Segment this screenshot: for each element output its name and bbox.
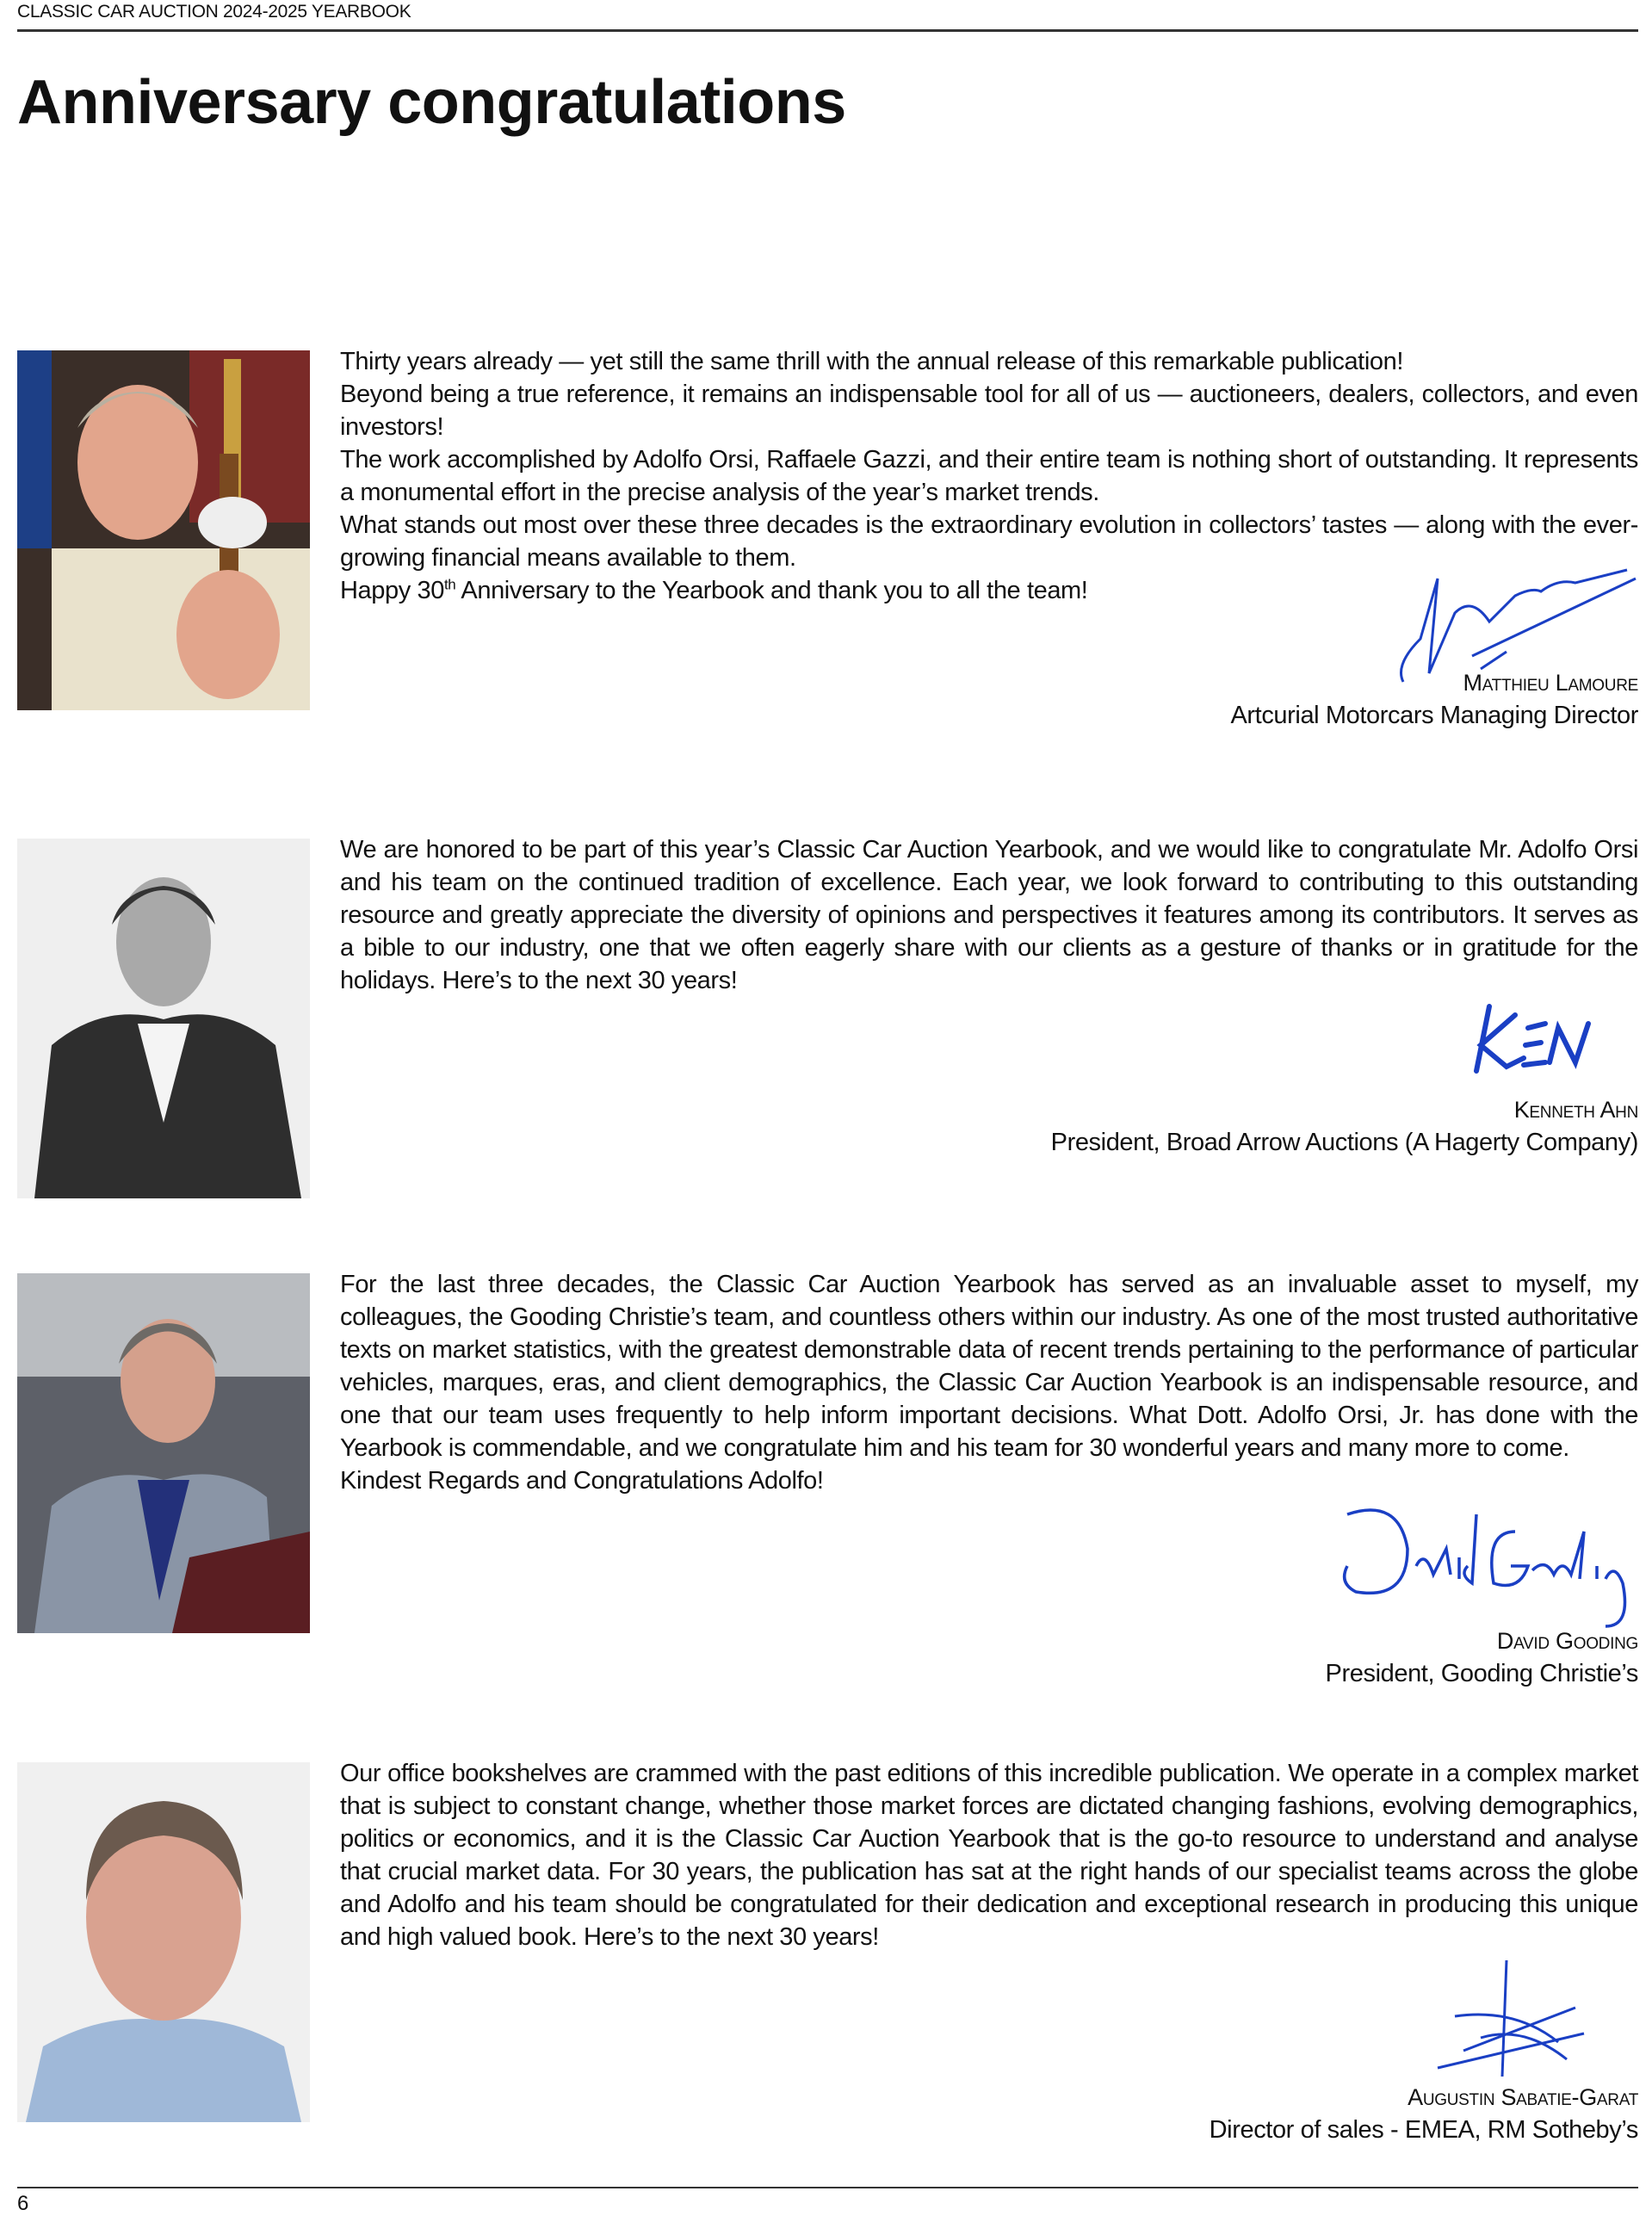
signatory-name: Matthieu Lamoure xyxy=(1463,670,1638,696)
portrait-photo xyxy=(17,1273,310,1633)
letter-body xyxy=(340,833,1638,997)
portrait-photo xyxy=(17,1762,310,2122)
signatory-role: Director of sales - EMEA, RM Sotheby’s xyxy=(1209,2116,1638,2144)
signature-gooding xyxy=(1330,1497,1652,1635)
signatory-role: Artcurial Motorcars Managing Director xyxy=(1230,702,1638,729)
letter-sabatie-garat xyxy=(17,1760,1638,2144)
text: Anniversary to the Yearbook and thank you to all the team! xyxy=(455,577,1088,604)
signatory-role: President, Gooding Christie’s xyxy=(1325,1660,1638,1687)
superscript: th xyxy=(443,576,456,593)
letter-body xyxy=(340,1757,1638,1953)
letter-ahn xyxy=(17,836,1638,1200)
footer-rule xyxy=(17,2187,1638,2188)
signature-ken xyxy=(1463,998,1618,1084)
page-number: 6 xyxy=(17,2192,29,2215)
paragraph: Our office bookshelves are crammed with the past editions of this incredible publication. We operate in a complex market that is subject to constant change, whether those market forces are dictated changing fashions, evolving demographics, politics or economics, and it is the Classic Car Auction Yearbook that is the go-to resource to understand and analyse that crucial market data. For 30 years, the publication has sat at the right hands of our specialist teams across the globe and Adolfo and his team should be congratulated for their dedication and exceptional research in producing this unique and high valued book. Here’s to the next 30 years! xyxy=(340,1760,1638,1951)
running-header: CLASSIC CAR AUCTION 2024-2025 YEARBOOK xyxy=(17,2,411,22)
signatory-name: David Gooding xyxy=(1496,1628,1638,1654)
portrait-photo xyxy=(17,839,310,1198)
portrait-photo xyxy=(17,350,310,710)
page-title: Anniversary congratulations xyxy=(17,68,846,137)
paragraph: We are honored to be part of this year’s Classic Car Auction Yearbook, and we would like to congratulate Mr. Adolfo Orsi and his team on the continued tradition of excellence. Each year, we look forward to contributing to this outstanding resource and greatly appreciate the diversity of opinions and perspectives it features among its contributors. It serves as a bible to our industry, one that we often eagerly share with our clients as a gesture of thanks or in gratitude for the holidays. Here’s to the next 30 years! xyxy=(340,836,1638,994)
paragraph: The work accomplished by Adolfo Orsi, Raffaele Gazzi, and their entire team is nothing short of outstanding. It represents a monumental effort in the precise analysis of the year’s market trends. xyxy=(340,446,1638,506)
paragraph: What stands out most over these three decades is the extraordinary evolution in collectors’ tastes — along with the ever-growing financial means available to them. xyxy=(340,511,1638,572)
paragraph: Kindest Regards and Congratulations Adolfo! xyxy=(340,1467,824,1495)
text: Happy 30 xyxy=(340,577,444,604)
letter-gooding xyxy=(17,1271,1638,1687)
letter-lamoure xyxy=(17,348,1638,729)
signatory-name: Kenneth Ahn xyxy=(1513,1097,1638,1123)
signatory-name: Augustin Sabatie-Garat xyxy=(1408,2084,1638,2110)
paragraph: For the last three decades, the Classic Car Auction Yearbook has served as an invaluable asset to myself, my colleagues, the Gooding Christie’s team, and countless others within our industry. As one of the most trusted authoritative texts on market statistics, with the greatest demonstrable data of recent trends pertaining to the performance of particular vehicles, marques, eras, and client demographics, the Classic Car Auction Yearbook is an indispensable resource, and one that our team uses frequently to help inform important decisions. What Dott. Adolfo Orsi, Jr. has done with the Yearbook is commendable, and we congratulate him and his team for 30 wonderful years and many more to come. xyxy=(340,1271,1638,1462)
header-rule xyxy=(17,29,1638,32)
letter-body xyxy=(340,1268,1638,1497)
paragraph: Thirty years already — yet still the same thrill with the annual release of this remarkable publication! xyxy=(340,348,1403,375)
paragraph: Beyond being a true reference, it remains an indispensable tool for all of us — auctioneers, dealers, collectors, and even investors! xyxy=(340,381,1638,441)
signatory-role: President, Broad Arrow Auctions (A Hagerty Company) xyxy=(1050,1129,1638,1156)
signature-sabatie-garat xyxy=(1429,1956,1601,2094)
